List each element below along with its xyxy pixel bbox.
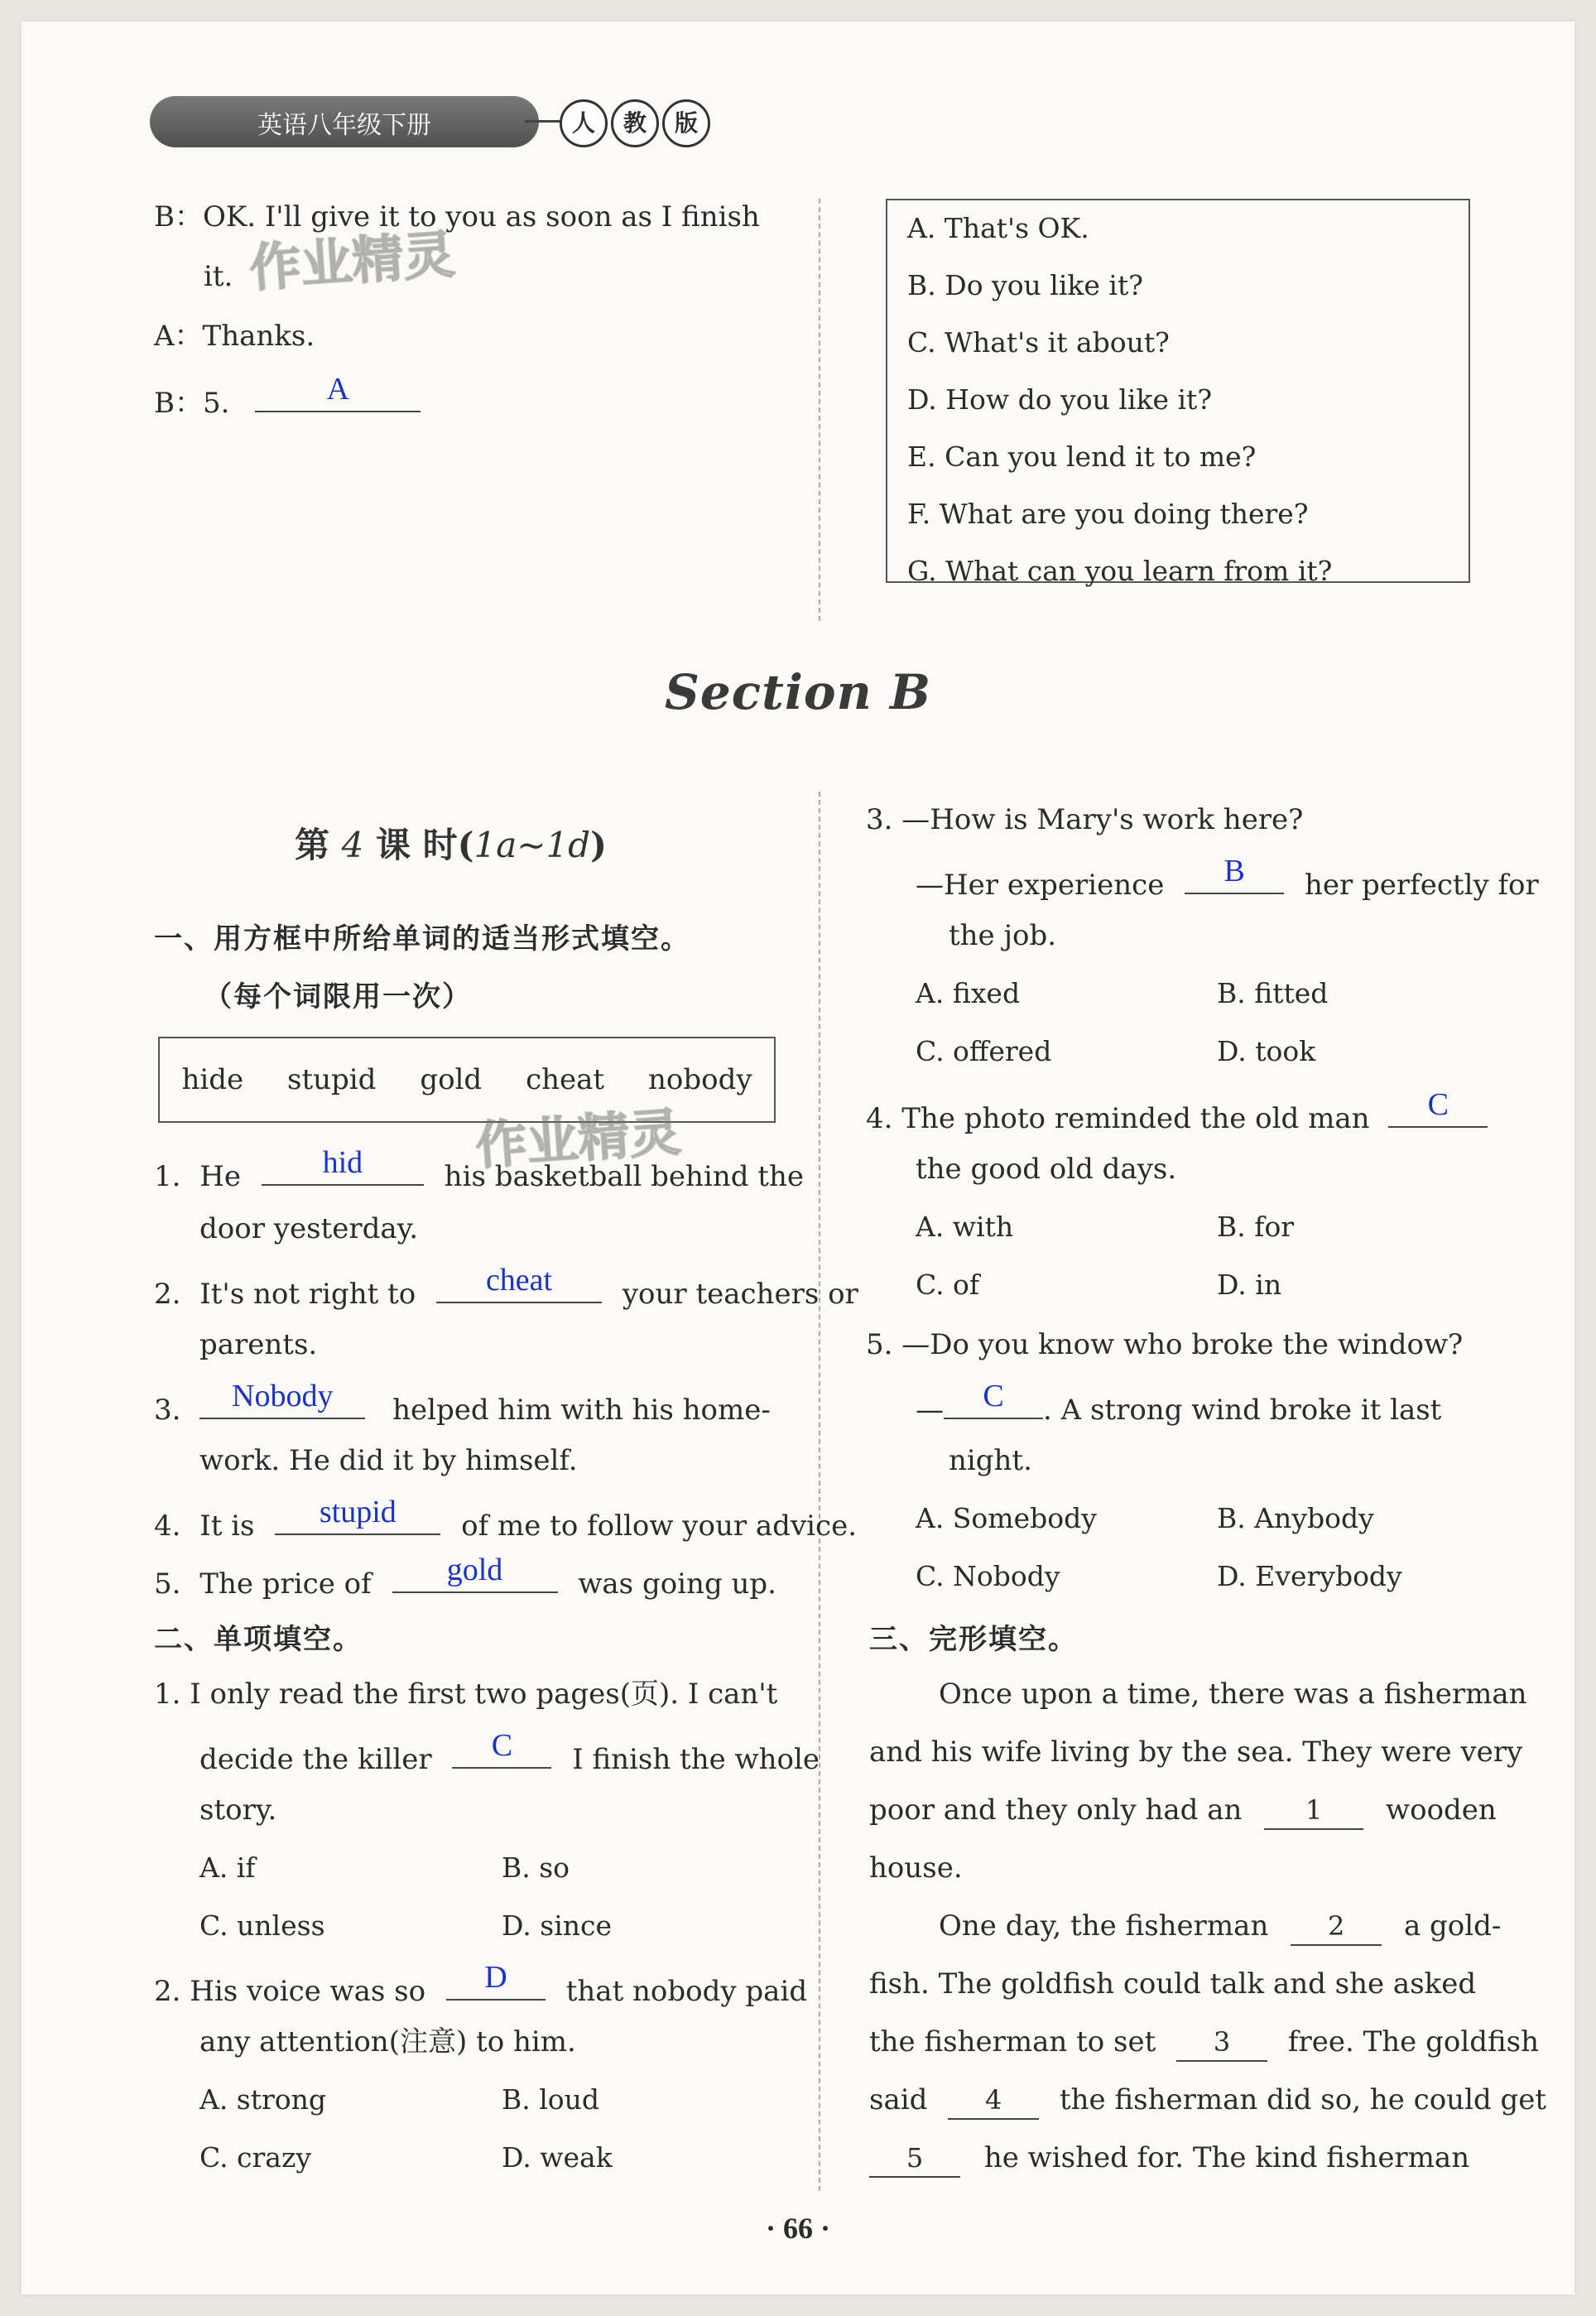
p2-q4-opt-a: A. with (916, 1211, 1014, 1243)
option-a: A. That's OK. (907, 212, 1089, 244)
p2-q4-opt-c: C. of (916, 1269, 980, 1301)
p2-q4-opt-b: B. for (1217, 1211, 1295, 1243)
p3-line9 (869, 2140, 1469, 2178)
p3-line4: house. (869, 1851, 963, 1885)
p3-line7-pre: the fisherman to set (869, 2025, 1156, 2058)
p2-q5-pre: — (916, 1394, 944, 1427)
p2-q3-post: her perfectly for (1304, 869, 1539, 902)
p1-q5-answer: gold (446, 1553, 503, 1587)
p1-q4-pre: It is (200, 1509, 255, 1543)
p2-q2-answer: D (484, 1960, 507, 1995)
p2-q1-line2 (200, 1728, 820, 1778)
p2-q2-line1 (154, 1960, 808, 2010)
p2-q1-answer: C (491, 1728, 513, 1763)
p3-line6: fish. The goldfish could talk and she asked (869, 1967, 1477, 2001)
p3-line8 (869, 2082, 1546, 2120)
p3-line7 (869, 2024, 1539, 2062)
answer-5-blank[interactable] (255, 372, 421, 412)
p1-q2-answer: cheat (485, 1263, 553, 1298)
part1-subheading: （每个词限用一次） (204, 980, 472, 1014)
p2-q5-opt-b: B. Anybody (1217, 1502, 1374, 1534)
p1-q1-pre: He (200, 1160, 242, 1193)
lesson-title-end: ) (590, 825, 607, 865)
p2-q1-line1: 1. I only read the first two pages(页). I can't (154, 1678, 778, 1711)
word-hide: hide (181, 1063, 244, 1096)
p2-q2-post: that nobody paid (565, 1975, 808, 2008)
p3-blank-3[interactable]: 3 (1176, 2024, 1267, 2062)
p3-blank-1[interactable]: 1 (1264, 1792, 1363, 1830)
p2-q2-cont: any attention(注意) to him. (200, 2025, 576, 2058)
p2-q2-blank[interactable] (446, 1960, 546, 2001)
p1-q5-pre: The price of (200, 1567, 372, 1601)
dialogue-a-line: A：Thanks. (154, 320, 315, 353)
option-b: B. Do you like it? (907, 269, 1143, 301)
p1-q4 (154, 1495, 858, 1544)
p2-q3-opt-d: D. took (1217, 1035, 1316, 1067)
p3-line5 (939, 1908, 1501, 1946)
p1-q5 (154, 1553, 776, 1602)
p2-q5-answer: C (983, 1379, 1004, 1413)
p3-line8-pre: said (869, 2083, 928, 2116)
p2-q3-opt-b: B. fitted (1217, 977, 1329, 1009)
part2-heading: 二、单项填空。 (154, 1623, 363, 1656)
edition-badges (560, 99, 710, 146)
p1-q2-cont: parents. (200, 1328, 318, 1361)
p1-q2-post: your teachers or (622, 1278, 858, 1311)
p1-q1-num: 1. (154, 1160, 181, 1193)
option-e: E. Can you lend it to me? (907, 441, 1257, 473)
word-stupid: stupid (287, 1063, 377, 1096)
workbook-page (22, 22, 1574, 2294)
p3-blank-4[interactable]: 4 (948, 2082, 1039, 2120)
option-c: C. What's it about? (907, 326, 1170, 359)
p1-q1-cont: door yesterday. (200, 1212, 419, 1245)
p3-line1: Once upon a time, there was a fisherman (939, 1678, 1527, 1711)
p1-q4-answer: stupid (319, 1495, 397, 1529)
dialogue-b-prefix: B：5. (154, 387, 230, 420)
p2-q3-answer: B (1223, 854, 1245, 888)
word-box (158, 1037, 776, 1123)
edition-char-1: 人 (560, 99, 608, 147)
p1-q2-num: 2. (154, 1278, 181, 1311)
word-cheat: cheat (526, 1063, 605, 1096)
p2-q3-opt-a: A. fixed (916, 977, 1021, 1009)
p1-q1-blank[interactable] (262, 1145, 424, 1186)
p2-q3-pre: —Her experience (916, 869, 1165, 902)
watermark-mid: 作业精灵 (474, 1101, 683, 1177)
header-banner (150, 96, 539, 147)
option-f: F. What are you doing there? (907, 498, 1309, 530)
p1-q4-num: 4. (154, 1509, 181, 1543)
p3-blank-2[interactable]: 2 (1291, 1908, 1382, 1946)
p2-q4-answer: C (1427, 1087, 1449, 1122)
p2-q5-opt-d: D. Everybody (1217, 1560, 1402, 1592)
dialogue-b-answer-line (154, 372, 421, 421)
column-divider-top (819, 199, 820, 621)
answer-5-text: A (326, 372, 349, 407)
p3-line7-post: free. The goldfish (1287, 2025, 1540, 2058)
p3-line2: and his wife living by the sea. They were very (869, 1736, 1523, 1769)
column-divider-bottom (819, 792, 820, 2191)
options-box (886, 199, 1470, 587)
lesson-title-num: 4 (341, 825, 364, 865)
p2-q2-opt-b: B. loud (502, 2083, 600, 2116)
option-g: G. What can you learn from it? (907, 555, 1333, 587)
p1-q1-post: his basketball behind the (444, 1160, 804, 1193)
p3-line5-pre: One day, the fisherman (939, 1909, 1269, 1943)
p3-line3-post: wooden (1386, 1794, 1497, 1827)
word-nobody: nobody (647, 1063, 752, 1096)
p1-q1-answer: hid (322, 1145, 363, 1180)
p1-q3-answer: Nobody (232, 1379, 334, 1413)
p2-q4-opt-d: D. in (1217, 1269, 1282, 1301)
p2-q5-line1: 5. —Do you know who broke the window? (866, 1328, 1464, 1361)
edition-char-3: 版 (662, 99, 710, 147)
p1-q5-num: 5. (154, 1567, 181, 1601)
p2-q2-opt-a: A. strong (200, 2083, 327, 2116)
p2-q1-opt-b: B. so (502, 1851, 570, 1884)
p1-q3-post: helped him with his home- (392, 1394, 771, 1427)
p1-q4-post: of me to follow your advice. (461, 1509, 858, 1543)
lesson-title-mid: 课 时( (376, 825, 474, 865)
p2-q5-post: . A strong wind broke it last (1043, 1394, 1442, 1427)
p2-q5-blank[interactable] (944, 1379, 1043, 1419)
word-gold: gold (420, 1063, 483, 1096)
p1-q2-pre: It's not right to (200, 1278, 416, 1311)
p3-blank-5[interactable]: 5 (869, 2140, 960, 2178)
watermark-top: 作业精灵 (248, 224, 457, 299)
p3-line3 (869, 1792, 1497, 1830)
p1-q3-blank[interactable] (200, 1379, 365, 1419)
p1-q3-num: 3. (154, 1394, 181, 1427)
page-number: · 66 · (765, 2212, 830, 2245)
p2-q4-pre: 4. The photo reminded the old man (866, 1102, 1370, 1135)
p2-q4-cont: the good old days. (916, 1153, 1177, 1186)
p2-q3-opt-c: C. offered (916, 1035, 1052, 1067)
p2-q5-opt-c: C. Nobody (916, 1560, 1060, 1592)
dialogue-b-line: B：OK. I'll give it to you as soon as I finish (154, 200, 760, 234)
lesson-title-range: 1a~1d (474, 825, 591, 865)
p2-q1-blank[interactable] (452, 1728, 551, 1769)
p1-q5-post: was going up. (578, 1567, 776, 1601)
p2-q1-opt-c: C. unless (200, 1909, 325, 1942)
p2-q3-line2 (916, 854, 1539, 903)
p2-q2-opt-c: C. crazy (200, 2141, 312, 2174)
p2-q2-pre: 2. His voice was so (154, 1975, 426, 2008)
p1-q1 (154, 1145, 804, 1195)
p1-q2 (154, 1263, 858, 1312)
p2-q3-blank[interactable] (1185, 854, 1284, 894)
p1-q5-blank[interactable] (392, 1553, 558, 1593)
p2-q5-line2 (916, 1379, 1442, 1428)
part3-heading: 三、完形填空。 (869, 1623, 1078, 1656)
p2-q3-cont: the job. (949, 919, 1057, 952)
section-title: Section B (665, 664, 931, 720)
p2-q5-cont: night. (949, 1444, 1032, 1477)
lesson-title-prefix: 第 (295, 825, 330, 865)
edition-char-2: 教 (611, 99, 659, 147)
dialogue-b-line-cont: it. (204, 260, 233, 293)
p3-line5-post: a gold- (1403, 1909, 1502, 1943)
p1-q3-cont: work. He did it by himself. (200, 1444, 578, 1477)
p2-q1-post: I finish the whole (572, 1743, 820, 1776)
p2-q5-opt-a: A. Somebody (916, 1502, 1097, 1534)
option-d: D. How do you like it? (907, 383, 1213, 416)
p3-line8-post: the fisherman did so, he could get (1059, 2083, 1547, 2116)
p2-q1-opt-d: D. since (502, 1909, 613, 1942)
p2-q4-blank[interactable] (1388, 1087, 1488, 1128)
p1-q4-blank[interactable] (275, 1495, 440, 1535)
p2-q4-line1 (866, 1087, 1488, 1137)
p2-q1-cont: story. (200, 1794, 277, 1827)
p3-line9-post: he wished for. The kind fisherman (983, 2141, 1470, 2174)
part1-heading: 一、用方框中所给单词的适当形式填空。 (154, 922, 690, 956)
p1-q2-blank[interactable] (436, 1263, 602, 1303)
p2-q3-line1: 3. —How is Mary's work here? (866, 803, 1304, 836)
lesson-title (295, 818, 607, 868)
p2-q1-opt-a: A. if (200, 1851, 256, 1884)
p2-q1-pre: decide the killer (200, 1743, 432, 1776)
p2-q2-opt-d: D. weak (502, 2141, 613, 2174)
book-title: 英语八年级下册 (257, 111, 431, 140)
p3-line3-pre: poor and they only had an (869, 1794, 1243, 1827)
p1-q3 (154, 1379, 771, 1428)
